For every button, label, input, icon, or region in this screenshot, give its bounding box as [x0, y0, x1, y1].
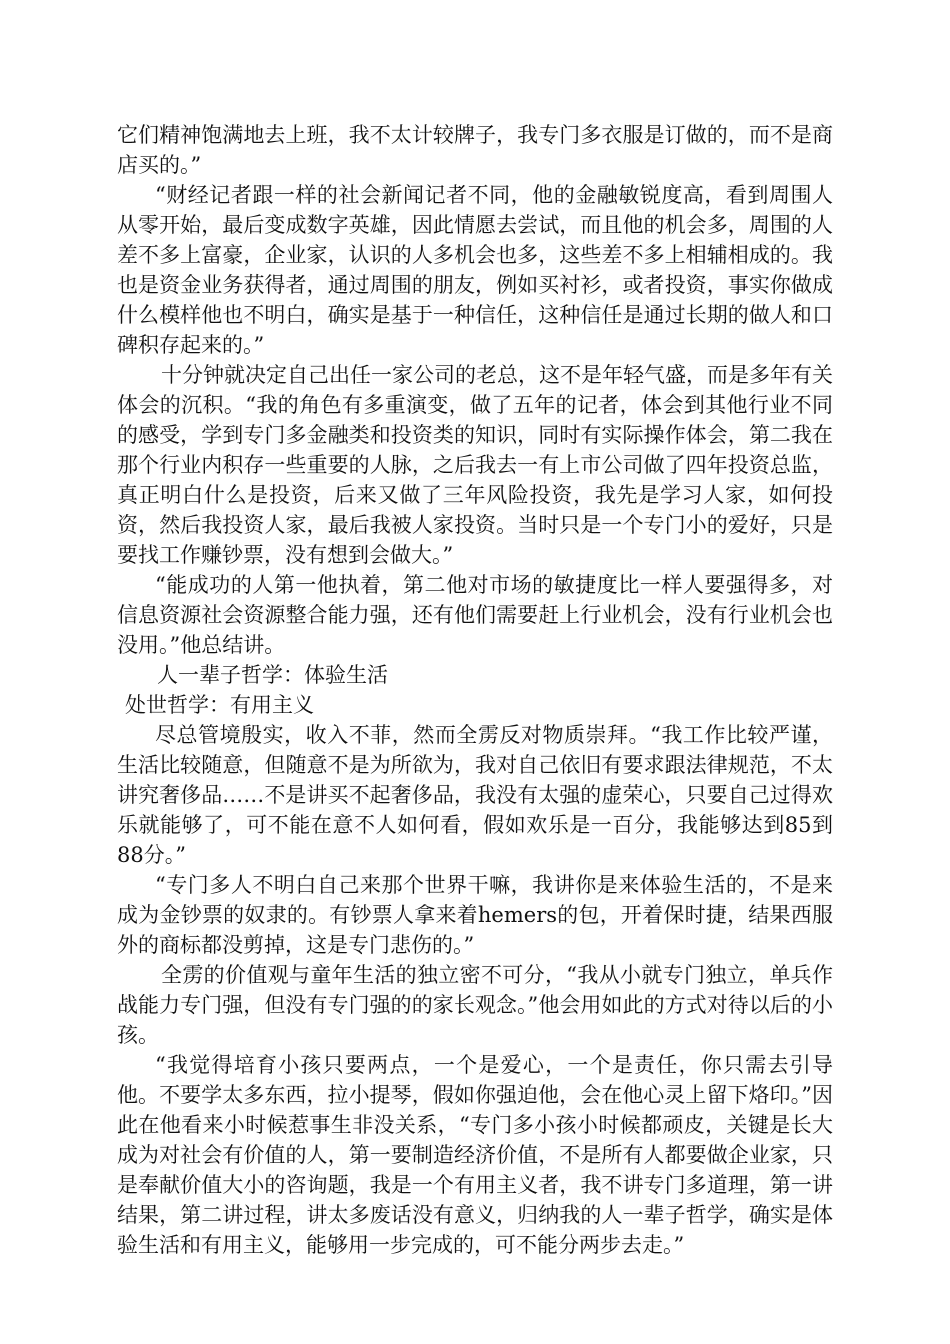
paragraph-6: “专门多人不明白自己来那个世界干嘛，我讲你是来体验生活的，不是来成为金钞票的奴隶的。有钞票人拿来着hemers的包，开着保时捷，结果西服外的商标都没剪掉，这是专门悲伤的。” — [117, 873, 833, 957]
paragraph-4: “能成功的人第一他执着，第二他对市场的敏捷度比一样人要强得多，对信息资源社会资源整合能力强，还有他们需要赶上行业机会，没有行业机会也没用。”他总结讲。 — [117, 573, 833, 657]
paragraph-8: “我觉得培育小孩只要两点，一个是爱心，一个是责任，你只需去引导他。不要学太多东西，拉小提琴，假如你强迫他，会在他心灵上留下烙印。”因此在他看来小时候惹事生非没关系，“专门多小孩小时候都顽皮，关键是长大成为对社会有价值的人，第一要制造经济价值，不是所有人都要做企业家，只是奉献价值大小的咨询题，我是一个有用主义者，我不讲专门多道理，第一讲结果，第二讲过程，讲太多废话没有意义，归纳我的人一辈子哲学，确实是体验生活和有用主义，能够用一步完成的，可不能分两步去走。” — [117, 1053, 833, 1257]
paragraph-2: “财经记者跟一样的社会新闻记者不同，他的金融敏锐度高，看到周围人从零开始，最后变成数字英雄，因此情愿去尝试，而且他的机会多，周围的人差不多上富豪，企业家，认识的人多机会也多，这些差不多上相辅相成的。我也是资金业务获得者，通过周围的朋友，例如买衬衫，或者投资，事实你做成什么模样他也不明白，确实是基于一种信任，这种信任是通过长期的做人和口碑积存起来的。” — [117, 183, 833, 357]
article-body — [117, 120, 833, 1260]
paragraph-1: 它们精神饱满地去上班，我不太计较牌子，我专门多衣服是订做的，而不是商店买的。” — [117, 123, 833, 177]
section-heading-life-philosophy: 人一辈子哲学：体验生活 — [157, 663, 388, 687]
paragraph-5: 尽总管境殷实，收入不菲，然而全雳反对物质崇拜。“我工作比较严谨，生活比较随意，但随意不是为所欲为，我对自己依旧有要求跟法律规范，不太讲究奢侈品……不是讲买不起奢侈品，我没有太强的虚荣心，只要自己过得欢乐就能够了，可不能在意不人如何看，假如欢乐是一百分，我能够达到85到88分。” — [117, 723, 833, 867]
section-heading-practical-philosophy: 处世哲学：有用主义 — [125, 693, 314, 717]
paragraph-7: 全雳的价值观与童年生活的独立密不可分，“我从小就专门独立，单兵作战能力专门强，但没有专门强的的家长观念。”他会用如此的方式对待以后的小孩。 — [117, 963, 833, 1047]
paragraph-3: 十分钟就决定自己出任一家公司的老总，这不是年轻气盛，而是多年有关体会的沉积。“我的角色有多重演变，做了五年的记者，体会到其他行业不同的感受，学到专门多金融类和投资类的知识，同时有实际操作体会，第二我在那个行业内积存一些重要的人脉，之后我去一有上市公司做了四年投资总监，真正明白什么是投资，后来又做了三年风险投资，我先是学习人家，如何投资，然后我投资人家，最后我被人家投资。当时只是一个专门小的爱好，只是要找工作赚钞票，没有想到会做大。” — [117, 363, 833, 567]
